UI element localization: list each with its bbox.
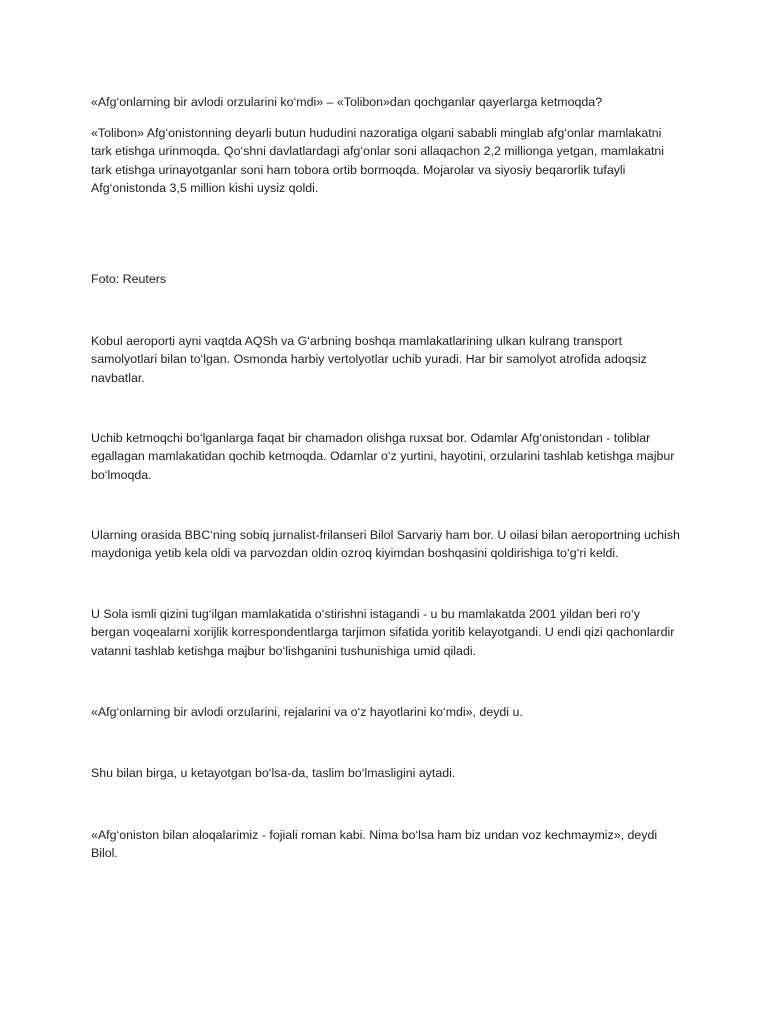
quote-paragraph: «Afg‘onlarning bir avlodi orzularini, rejalarini va o‘z hayotlarini ko‘mdi», deydi u. — [91, 705, 523, 719]
quote-paragraph: «Afg‘oniston bilan aloqalarimiz - fojiali roman kabi. Nima bo‘lsa ham biz undan voz kechmaymiz», deydi Bilol. — [91, 828, 658, 861]
paragraph: Uchib ketmoqchi bo‘lganlarga faqat bir chamadon olishga ruxsat bor. Odamlar Afg‘onistondan - toliblar egallagan mamlakatidan qochib ketmoqda. Odamlar o‘z yurtini, hayotini, orzularini tashlab ketishga majbur bo‘lmoqda. — [91, 431, 675, 482]
article-lead: «Tolibon» Afg‘onistonning deyarli butun hududini nazoratiga olgani sababli minglab afg‘onlar mamlakatni tark etishga urinmoqda. Qo‘shni davlatlardagi afg‘onlar soni allaqachon 2,2 millionga yetgan, mamlakatni tark etishga urinayotganlar soni ham tobora ortib bormoqda. Mojarolar va siyosiy beqarorlik tufayli Afg‘onistonda 3,5 million kishi uysiz qoldi. — [91, 126, 665, 196]
paragraph: Shu bilan birga, u ketayotgan bo‘lsa-da, taslim bo‘lmasligini aytadi. — [91, 766, 456, 780]
paragraph: U Sola ismli qizini tug‘ilgan mamlakatida o‘stirishni istagandi - u bu mamlakatda 2001 yildan beri ro‘y bergan voqealarni xorijlik korrespondentlarga tarjimon sifatida yoritib kelayotgandi. U endi qizi qachonlardir vatanni tashlab ketishga majbur bo‘lishganini tushunishiga umid qiladi. — [91, 607, 675, 658]
article-title: «Afg‘onlarning bir avlodi orzularini ko‘mdi» – «Tolibon»dan qochganlar qayerlarga ketmoqda? — [91, 95, 603, 109]
paragraph: Ularning orasida BBC‘ning sobiq jurnalist-frilanseri Bilol Sarvariy ham bor. U oilasi bilan aeroportning uchish maydoniga yetib kela oldi va parvozdan oldin ozroq kiyimdan boshqasini qoldirishiga to‘g‘ri keldi. — [91, 528, 680, 561]
photo-credit: Foto: Reuters — [91, 272, 167, 286]
paragraph: Kobul aeroporti ayni vaqtda AQSh va G‘arbning boshqa mamlakatlarining ulkan kulrang transport samolyotlari bilan to‘lgan. Osmonda harbiy vertolyotlar uchib yuradi. Har bir samolyot atrofida adoqsiz navbatlar. — [91, 334, 647, 385]
